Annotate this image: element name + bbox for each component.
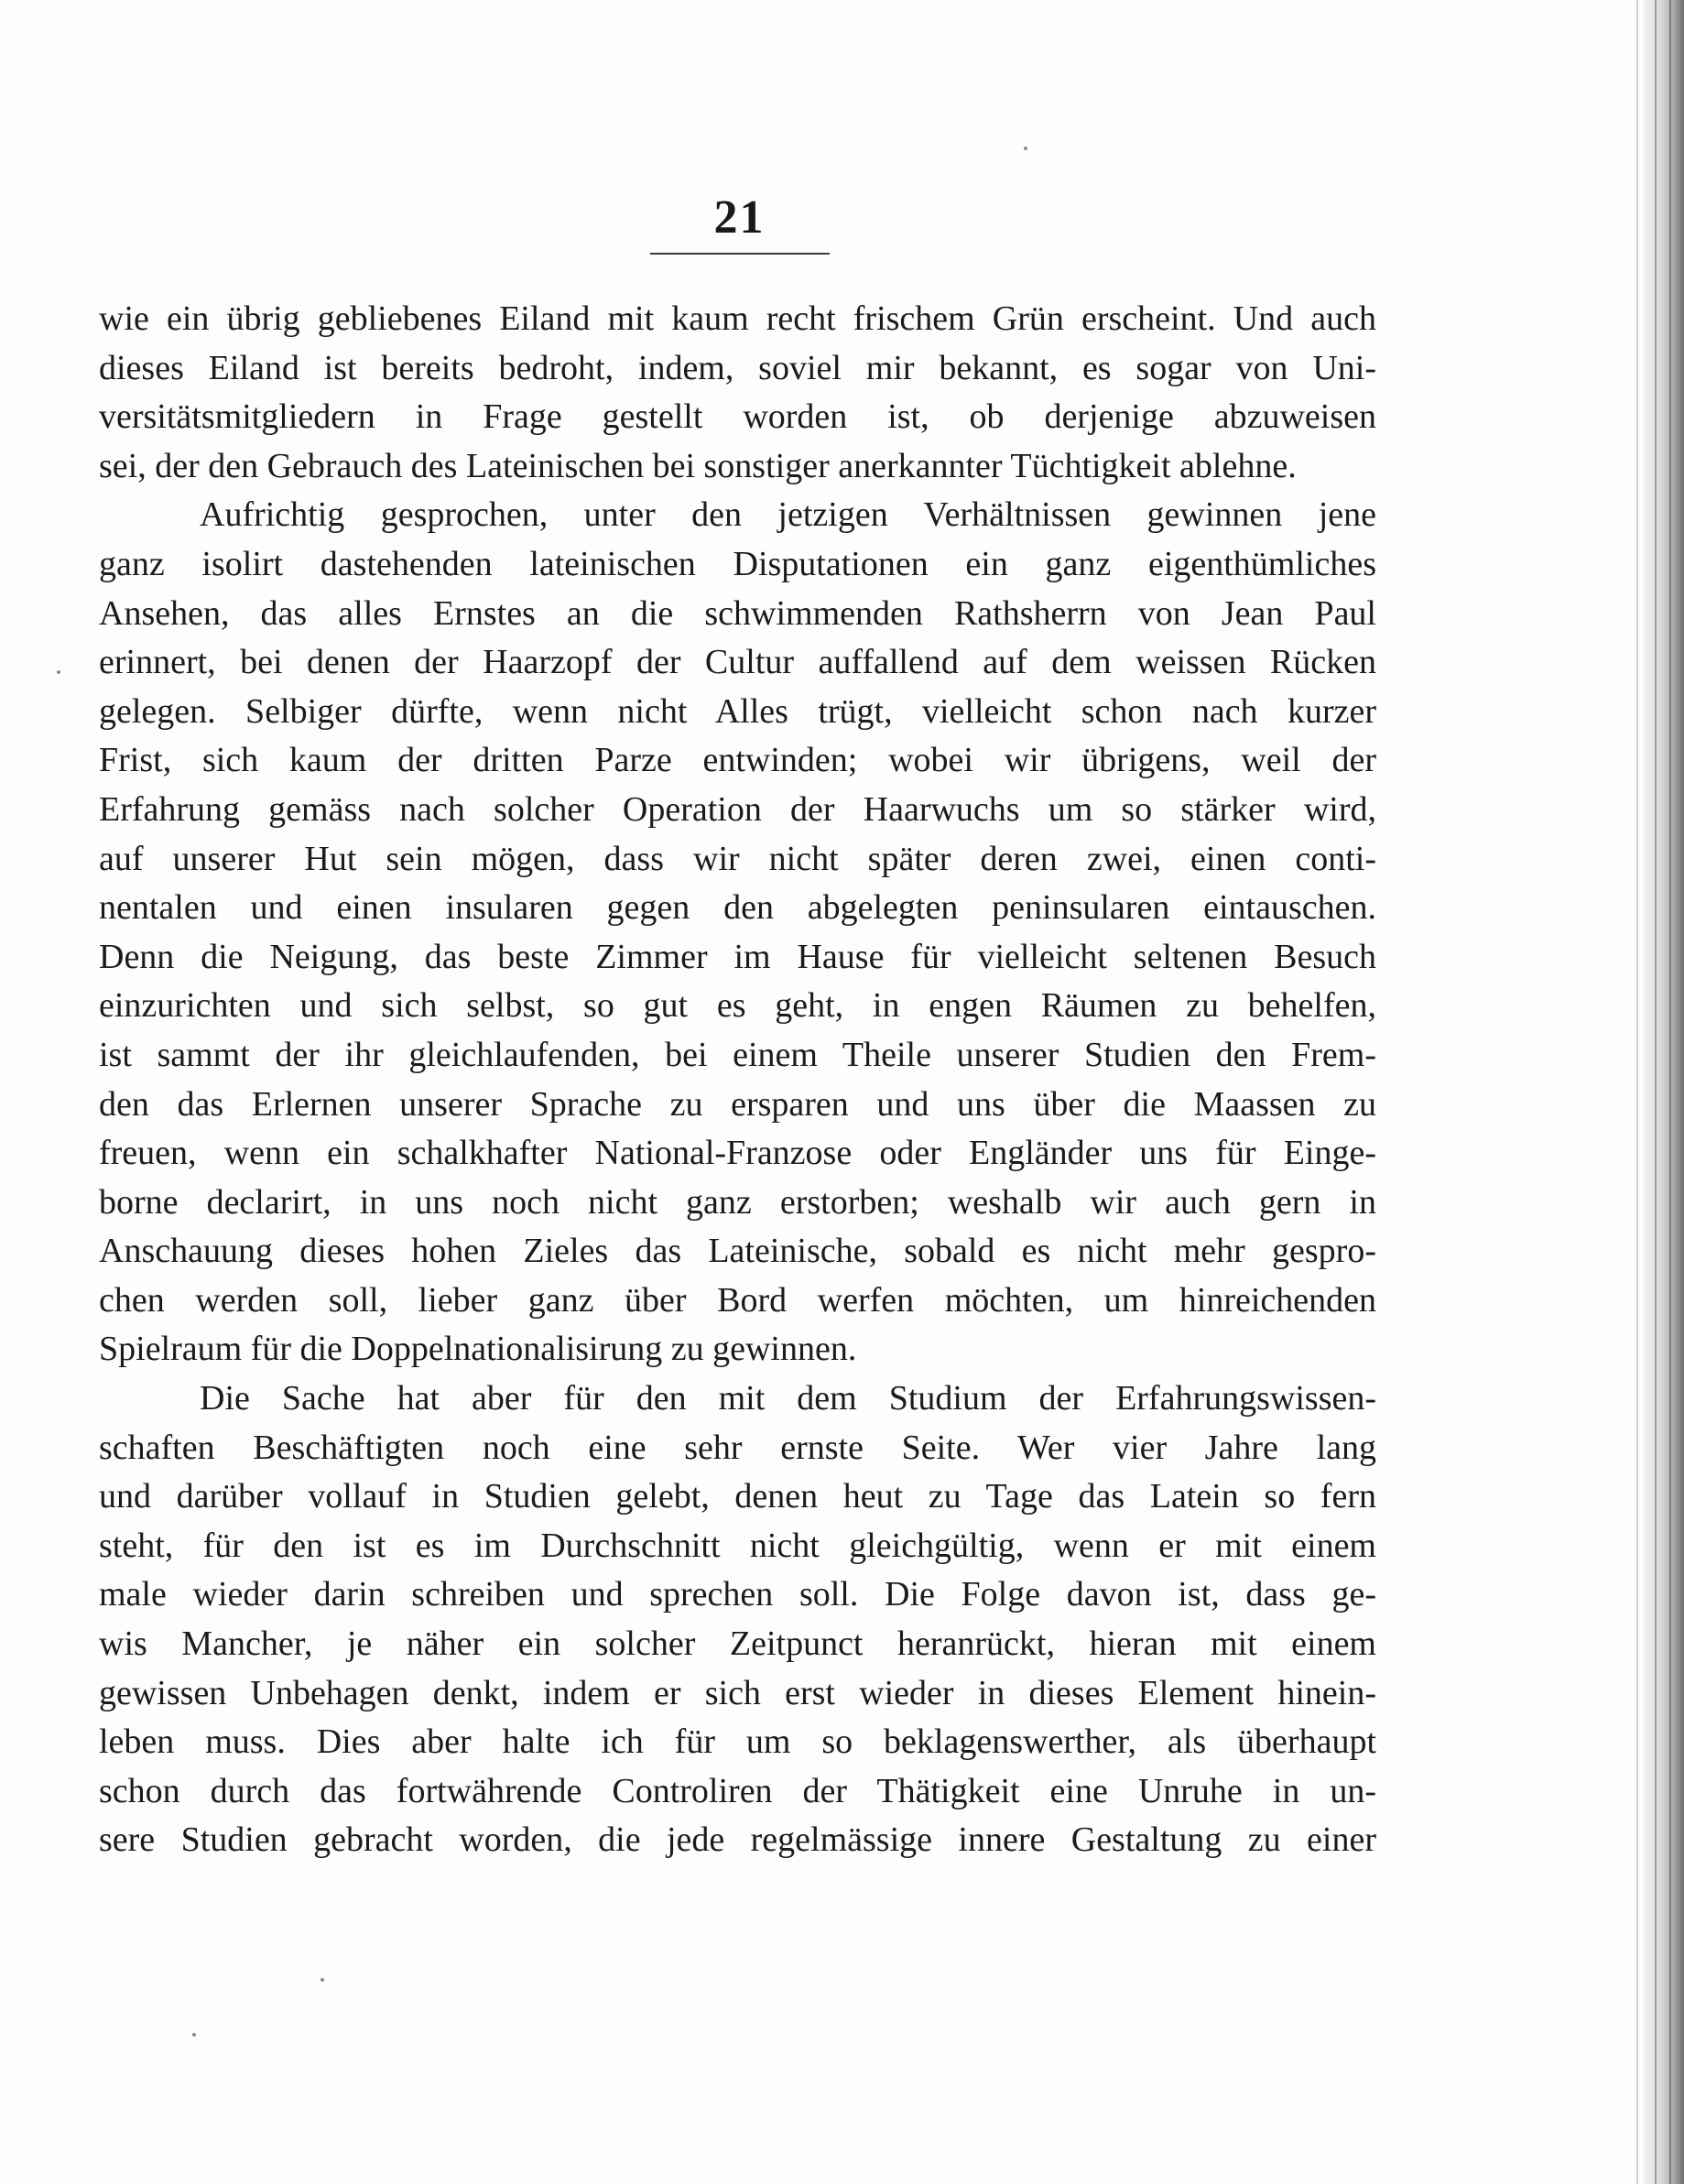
paragraph-start-line: Die Sache hat aber für den mit dem Studium der Erfahrungswissen- [200, 1379, 1376, 1418]
header-rule [650, 253, 830, 255]
text-line: Spielraum für die Doppelnationalisirung zu gewinnen. [99, 1330, 857, 1369]
page-edge-line [1655, 0, 1657, 2184]
body-text [99, 295, 1376, 1865]
paragraph-start-line: Aufrichtig gesprochen, unter den jetzigen Verhältnissen gewinnen jene [200, 495, 1376, 535]
text-line: auf unserer Hut sein mögen, dass wir nicht später deren zwei, einen conti- [99, 839, 1376, 878]
text-line: ist sammt der ihr gleichlaufenden, bei einem Theile unserer Studien den Frem- [99, 1035, 1376, 1074]
text-line: dieses Eiland ist bereits bedroht, indem, soviel mir bekannt, es sogar von Uni- [99, 348, 1376, 387]
text-line: gewissen Unbehagen denkt, indem er sich erst wieder in dieses Element hinein- [99, 1673, 1376, 1712]
page-edge-line [1636, 0, 1638, 2184]
text-line: sere Studien gebracht worden, die jede regelmässige innere Gestaltung zu einer [99, 1820, 1376, 1860]
page-number: 21 [713, 191, 766, 244]
text-line: nentalen und einen insularen gegen den abgelegten peninsularen eintauschen. [99, 888, 1376, 928]
text-line: einzurichten und sich selbst, so gut es geht, in engen Räumen zu behelfen, [99, 986, 1376, 1026]
text-line: Anschauung dieses hohen Zieles das Lateinische, sobald es nicht mehr gespro- [99, 1232, 1376, 1271]
text-line: Frist, sich kaum der dritten Parze entwinden; wobei wir übrigens, weil der [99, 741, 1376, 780]
text-line: schon durch das fortwährende Controliren der Thätigkeit eine Unruhe in un- [99, 1771, 1376, 1810]
page-edge-line [1669, 0, 1671, 2184]
text-line: Denn die Neigung, das beste Zimmer im Hause für vielleicht seltenen Besuch [99, 937, 1376, 976]
text-line: gelegen. Selbiger dürfte, wenn nicht Alles trügt, vielleicht schon nach kurzer [99, 691, 1376, 731]
paper-speck [1024, 147, 1027, 150]
text-line: Erfahrung gemäss nach solcher Operation der Haarwuchs um so stärker wird, [99, 789, 1376, 829]
text-line: wie ein übrig gebliebenes Eiland mit kaum recht frischem Grün erscheint. Und auch [99, 299, 1376, 338]
text-line: ganz isolirt dastehenden lateinischen Disputationen ein ganz eigenthümliches [99, 544, 1376, 583]
text-line: chen werden soll, lieber ganz über Bord werfen möchten, um hinreichenden [99, 1280, 1376, 1320]
text-line: leben muss. Dies aber halte ich für um so beklagenswerther, als überhaupt [99, 1722, 1376, 1762]
text-line: wis Mancher, je näher ein solcher Zeitpunct heranrückt, hieran mit einem [99, 1624, 1376, 1664]
paper-speck [192, 2033, 196, 2037]
page-edge-shading [1644, 0, 1684, 2184]
text-line: sei, der den Gebrauch des Lateinischen bei sonstiger anerkannter Tüchtigkeit ablehne. [99, 446, 1297, 485]
text-line: male wieder darin schreiben und sprechen soll. Die Folge davon ist, dass ge- [99, 1575, 1376, 1614]
paper-speck [321, 1978, 324, 1982]
text-line: schaften Beschäftigten noch eine sehr ernste Seite. Wer vier Jahre lang [99, 1428, 1376, 1467]
text-line: borne declarirt, in uns noch nicht ganz erstorben; weshalb wir auch gern in [99, 1182, 1376, 1222]
text-line: den das Erlernen unserer Sprache zu ersparen und uns über die Maassen zu [99, 1084, 1376, 1124]
text-line: und darüber vollauf in Studien gelebt, denen heut zu Tage das Latein so fern [99, 1477, 1376, 1516]
text-line: Ansehen, das alles Ernstes an die schwimmenden Rathsherrn von Jean Paul [99, 593, 1376, 633]
paper-speck [57, 670, 60, 674]
text-line: versitätsmitgliedern in Frage gestellt worden ist, ob derjenige abzuweisen [99, 397, 1376, 437]
text-line: steht, für den ist es im Durchschnitt nicht gleichgültig, wenn er mit einem [99, 1526, 1376, 1565]
text-line: freuen, wenn ein schalkhafter National-Franzose oder Engländer uns für Einge- [99, 1134, 1376, 1173]
text-line: erinnert, bei denen der Haarzopf der Cultur auffallend auf dem weissen Rücken [99, 643, 1376, 682]
